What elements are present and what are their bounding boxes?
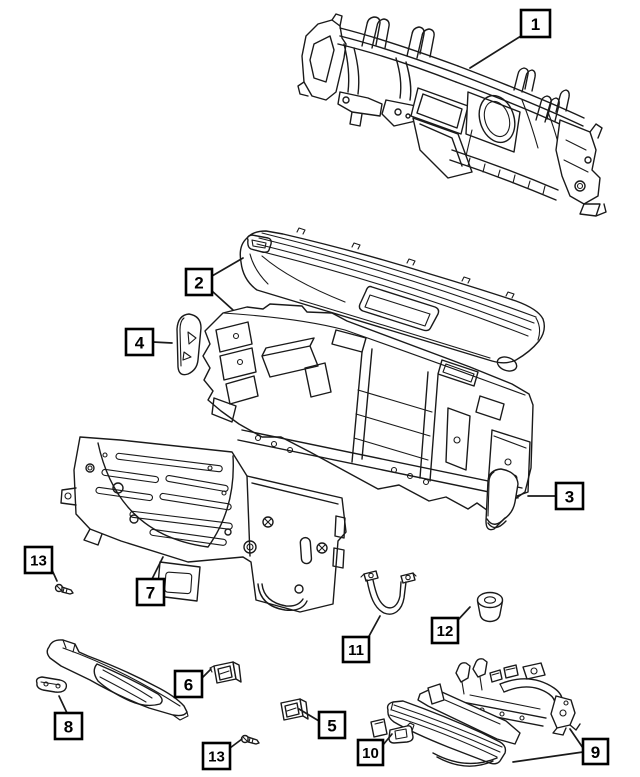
callout-7[interactable] <box>137 557 164 605</box>
callout-number: 8 <box>63 717 74 737</box>
callout-number: 5 <box>327 716 337 736</box>
callout-number: 13 <box>208 748 225 766</box>
callout-1[interactable] <box>470 10 550 68</box>
callout-13-2[interactable] <box>203 739 242 769</box>
callout-12[interactable] <box>432 607 470 643</box>
callout-number: 7 <box>145 583 156 603</box>
callout-leader-line <box>570 729 583 748</box>
part-screw-lower <box>242 736 260 745</box>
callout-4[interactable] <box>126 329 172 355</box>
callout-leader-line <box>153 342 172 343</box>
callout-number: 2 <box>194 273 204 293</box>
callout-13[interactable] <box>25 547 57 581</box>
callout-leader-line <box>513 752 583 762</box>
callout-6[interactable] <box>175 669 211 697</box>
callout-11[interactable] <box>343 616 380 662</box>
callout-number: 3 <box>564 487 575 507</box>
callout-10[interactable] <box>358 734 392 765</box>
callout-number: 10 <box>362 745 379 762</box>
part-lower-trim-panel <box>47 640 188 720</box>
callout-number: 12 <box>436 623 454 640</box>
callout-leader-line <box>368 616 380 638</box>
part-insulator-panel <box>61 437 346 612</box>
callout-number: 9 <box>590 743 601 762</box>
callout-number: 13 <box>30 552 47 570</box>
callout-8[interactable] <box>55 696 82 739</box>
callout-leader-line <box>230 739 242 748</box>
callout-leader-line <box>212 258 243 276</box>
part-support-bracket <box>361 571 416 614</box>
callout-5[interactable] <box>299 709 345 738</box>
part-end-cap-left <box>177 314 201 375</box>
callout-number: 1 <box>530 15 541 34</box>
part-end-cap-right <box>486 469 518 530</box>
part-crossbeam-reinforcement <box>298 14 606 216</box>
callout-3[interactable] <box>528 483 583 509</box>
callout-leader-line <box>470 36 521 68</box>
part-grommet <box>478 593 503 622</box>
callout-number: 4 <box>134 333 145 353</box>
callout-number: 6 <box>183 675 194 695</box>
part-bracket-8 <box>37 677 67 692</box>
callout-leader-line <box>202 669 211 678</box>
part-vent-outlet-5 <box>281 699 308 720</box>
callout-leader-line <box>59 696 67 713</box>
part-vent-outlet-6 <box>210 662 241 683</box>
callout-number: 11 <box>348 642 364 659</box>
part-screw-upper <box>56 585 74 595</box>
callout-leader-line <box>212 291 233 310</box>
callout-2[interactable] <box>186 258 243 310</box>
